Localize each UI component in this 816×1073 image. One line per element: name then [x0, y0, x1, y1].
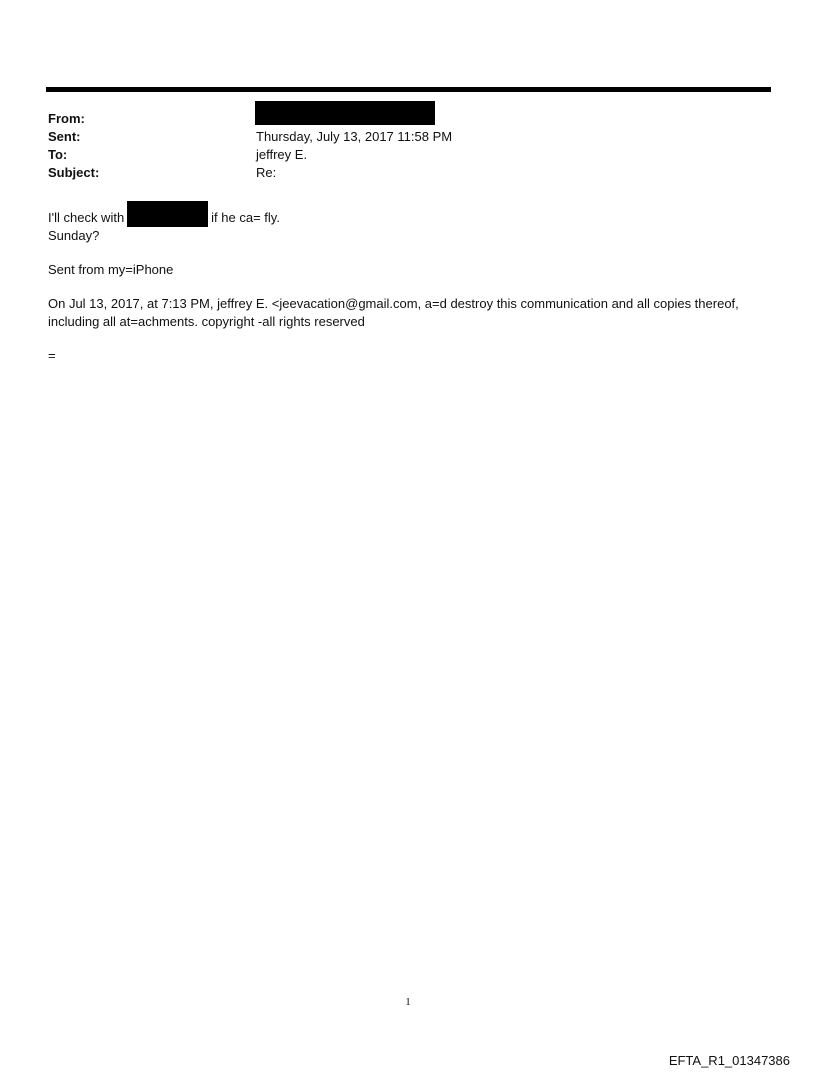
body-line-1-end: if he ca= fly. — [211, 210, 280, 225]
signature-line: Sent from my=iPhone — [48, 262, 174, 277]
sent-row — [48, 128, 452, 146]
trailer-text: = — [48, 348, 56, 363]
body-line-1-start: I'll check with — [48, 210, 125, 225]
email-body — [48, 209, 778, 365]
sent-label: Sent: — [48, 129, 81, 144]
subject-label: Subject: — [48, 165, 100, 180]
subject-row — [48, 164, 452, 182]
to-row — [48, 146, 452, 164]
quoted-message: On Jul 13, 2017, at 7:13 PM, jeffrey E. <jeevacation@gmail.com, a=d destroy this communication and all copies thereof, including all at=achments. copyright -all rights reserved — [48, 296, 739, 329]
body-line-2: Sunday? — [48, 228, 100, 243]
to-value: jeffrey E. — [256, 147, 308, 162]
to-label: To: — [48, 147, 68, 162]
document-id: EFTA_R1_01347386 — [668, 1053, 790, 1068]
body-line-1 — [48, 209, 778, 227]
from-label: From: — [48, 111, 85, 126]
email-header — [48, 110, 452, 182]
redaction-box-name — [127, 201, 208, 227]
subject-value: Re: — [256, 165, 277, 180]
redaction-box-from — [255, 101, 435, 125]
page-number: 1 — [405, 996, 411, 1008]
header-rule — [46, 87, 771, 92]
sent-value: Thursday, July 13, 2017 11:58 PM — [256, 129, 453, 144]
